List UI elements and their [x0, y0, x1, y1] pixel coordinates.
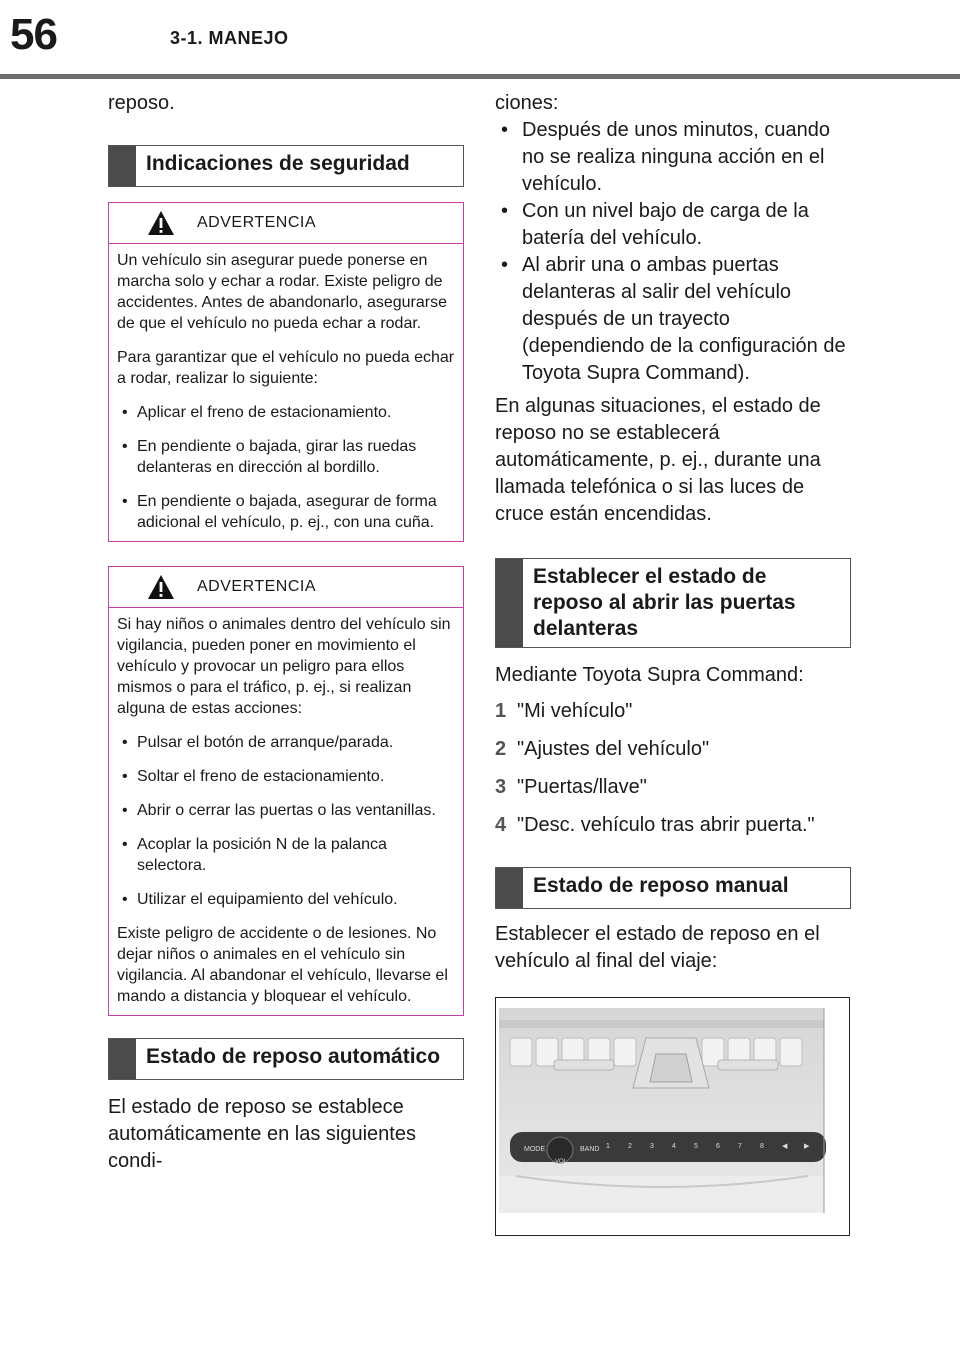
step-text: "Ajustes del vehículo" [517, 738, 710, 760]
warning-header [109, 203, 463, 244]
preset-6: 6 [716, 1143, 720, 1150]
heading-bar [496, 868, 523, 908]
conditions-list [495, 117, 851, 387]
page-header [0, 0, 960, 80]
warning-box-1 [108, 202, 464, 542]
list-item: • Utilizar el equipamiento del vehículo. [117, 889, 455, 910]
intro-text: reposo. [108, 92, 175, 114]
warning-paragraph: Para garantizar que el vehículo no pueda echar a rodar, realizar lo siguiente: [117, 349, 455, 387]
list-item: • Al abrir una o ambas puertas delanteras al salir del vehículo después de un trayecto (dependiendo de la configuración de Toyota Supra Command). [495, 252, 851, 387]
list-item: • En pendiente o bajada, girar las ruedas delanteras en dirección al bordillo. [117, 436, 455, 478]
warning-body [109, 244, 463, 541]
step-number: 1 [495, 700, 507, 722]
next-button: ▶ [804, 1143, 810, 1150]
dashboard-illustration [495, 997, 850, 1236]
step-text: "Desc. vehículo tras abrir puerta." [517, 814, 815, 836]
warning-body [109, 608, 463, 1015]
warning-paragraph: Un vehículo sin asegurar puede ponerse en marcha solo y echar a rodar. Existe peligro de accidentes. Antes de abandonarlo, asegurarse de que el vehículo no pueda echar a rodar. [117, 252, 448, 332]
vol-label: VOL [555, 1159, 568, 1165]
list-item: • Abrir o cerrar las puertas o las ventanillas. [117, 800, 455, 821]
warning-box-2 [108, 566, 464, 1016]
heading-doors-text: Establecer el estado de reposo al abrir las puertas delanteras [533, 565, 796, 640]
warning-list [117, 732, 455, 910]
warning-triangle-icon [147, 574, 175, 600]
heading-bar [109, 1039, 136, 1079]
step-number: 3 [495, 776, 507, 798]
preset-4: 4 [672, 1143, 676, 1150]
heading-auto-text: Estado de reposo automático [146, 1045, 441, 1068]
situations-text: En algunas situaciones, el estado de reposo no se establecerá automáticamente, p. ej., durante una llamada telefónica o si las luces de cruce están encendidas. [495, 395, 821, 525]
step-text: "Mi vehículo" [517, 700, 633, 722]
dashboard-panel-drawing [496, 998, 849, 1235]
step-number: 4 [495, 814, 507, 836]
section-title: 3-1. MANEJO [170, 28, 289, 48]
heading-safety-text: Indicaciones de seguridad [146, 152, 410, 175]
heading-safety [108, 145, 464, 187]
left-column [108, 88, 464, 1175]
warning-paragraph: Si hay niños o animales dentro del vehículo sin vigilancia, pueden poner en movimiento el vehículo y provocar un peligro para ellos mismos o para el tráfico, p. ej., si realizan alguna de estas acciones: [117, 616, 451, 717]
heading-manual-text: Estado de reposo manual [533, 874, 789, 897]
heading-auto [108, 1038, 464, 1080]
warning-label: ADVERTENCIA [197, 578, 317, 595]
list-item: • Después de unos minutos, cuando no se realiza ninguna acción en el vehículo. [495, 117, 851, 198]
step-number: 2 [495, 738, 507, 760]
steps-list [495, 698, 851, 839]
warning-list [117, 402, 455, 533]
list-item: • En pendiente o bajada, asegurar de forma adicional el vehículo, p. ej., con una cuña. [117, 491, 455, 533]
prev-button: ◀ [782, 1143, 788, 1150]
page-number: 56 [10, 10, 57, 59]
auto-text: El estado de reposo se establece automáticamente en las siguientes condi- [108, 1096, 416, 1172]
step-item [495, 698, 851, 725]
preset-1: 1 [606, 1143, 610, 1150]
continued-text: ciones: [495, 92, 559, 114]
mode-button: MODE [524, 1146, 545, 1153]
manual-text: Establecer el estado de reposo en el vehículo al final del viaje: [495, 923, 820, 972]
warning-header [109, 567, 463, 608]
right-column [495, 88, 851, 1236]
step-item [495, 736, 851, 763]
step-item [495, 774, 851, 801]
heading-bar [109, 146, 136, 186]
warning-paragraph: Existe peligro de accidente o de lesiones. No dejar niños o animales en el vehículo sin vigilancia. Al abandonar el vehículo, llevarse el mando a distancia y bloquear el vehículo. [117, 925, 448, 1005]
list-item: • Pulsar el botón de arranque/parada. [117, 732, 455, 753]
heading-manual [495, 867, 851, 909]
step-item [495, 812, 851, 839]
heading-bar [496, 559, 523, 647]
preset-2: 2 [628, 1143, 632, 1150]
preset-8: 8 [760, 1143, 764, 1150]
list-item: • Con un nivel bajo de carga de la batería del vehículo. [495, 198, 851, 252]
preset-3: 3 [650, 1143, 654, 1150]
header-rule [0, 74, 960, 79]
warning-triangle-icon [147, 210, 175, 236]
command-intro: Mediante Toyota Supra Command: [495, 664, 804, 686]
warning-label: ADVERTENCIA [197, 214, 317, 231]
list-item: • Aplicar el freno de estacionamiento. [117, 402, 455, 423]
step-text: "Puertas/llave" [517, 776, 647, 798]
heading-doors [495, 558, 851, 648]
list-item: • Acoplar la posición N de la palanca selectora. [117, 834, 455, 876]
band-button: BAND [580, 1146, 600, 1153]
preset-5: 5 [694, 1143, 698, 1150]
list-item: • Soltar el freno de estacionamiento. [117, 766, 455, 787]
preset-7: 7 [738, 1143, 742, 1150]
